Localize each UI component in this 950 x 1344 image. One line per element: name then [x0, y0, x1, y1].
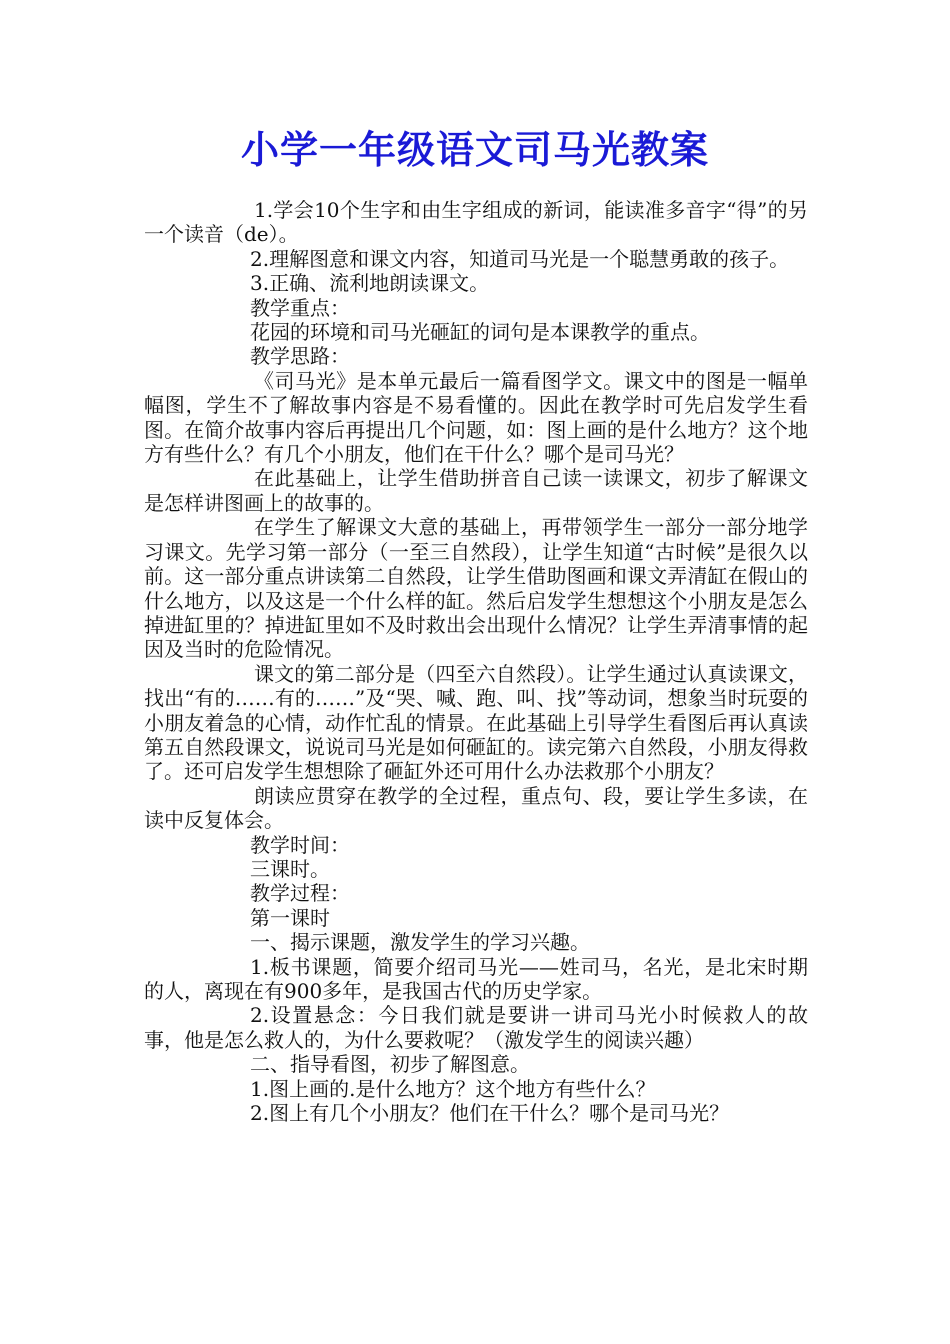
heading-section-1: 一、揭示课题，激发学生的学习兴趣。	[250, 930, 590, 955]
heading-teaching-time: 教学时间：	[250, 832, 350, 857]
document-title: 小学一年级语文司马光教案	[240, 127, 709, 172]
heading-section-2: 二、指导看图，初步了解图意。	[250, 1052, 530, 1077]
paragraph-section-2-item-1: 1.图上画的.是什么地方？这个地方有些什么？	[250, 1076, 656, 1101]
paragraph-section-2-item-2: 2.图上有几个小朋友？他们在干什么？哪个是司马光？	[250, 1101, 730, 1126]
heading-key-points: 教学重点：	[250, 295, 350, 320]
heading-first-lesson: 第一课时	[250, 905, 330, 930]
paragraph-objective-2: 2.理解图意和课文内容，知道司马光是一个聪慧勇敢的孩子。	[250, 246, 790, 271]
paragraph-teaching-time: 三课时。	[250, 856, 330, 881]
paragraph-objective-3: 3.正确、流利地朗读课文。	[250, 271, 490, 296]
paragraph-approach-2: 在此基础上，让学生借助拼音自己读一读课文，初步了解课文是怎样讲图画上的故事的。	[144, 466, 808, 515]
paragraph-key-points: 花园的环境和司马光砸缸的词句是本课教学的重点。	[250, 320, 710, 345]
heading-teaching-approach: 教学思路：	[250, 344, 350, 369]
heading-teaching-process: 教学过程：	[250, 881, 350, 906]
paragraph-section-1-item-1: 1.板书课题，简要介绍司马光——姓司马，名光，是北宋时期的人，离现在有900多年，是我国古代的历史学家。	[144, 954, 808, 1003]
paragraph-approach-4: 课文的第二部分是（四至六自然段）。让学生通过认真读课文，找出“有的……有的……”及“哭、喊、跑、叫、找”等动词，想象当时玩耍的小朋友着急的心情，动作忙乱的情景。在此基础上引导学生看图后再认真读第五自然段课文，说说司马光是如何砸缸的。读完第六自然段，小朋友得救了。还可启发学生想想除了砸缸外还可用什么办法救那个小朋友？	[144, 661, 808, 784]
paragraph-approach-3: 在学生了解课文大意的基础上，再带领学生一部分一部分地学习课文。先学习第一部分（一至三自然段），让学生知道“古时候”是很久以前。这一部分重点讲读第二自然段，让学生借助图画和课文弄清缸在假山的什么地方，以及这是一个什么样的缸。然后启发学生想想这个小朋友是怎么掉进缸里的？掉进缸里如不及时救出会出现什么情况？让学生弄清事情的起因及当时的危险情况。	[144, 515, 808, 662]
paragraph-objective-1: 1.学会10个生字和由生字组成的新词，能读准多音字“得”的另一个读音（de）。	[144, 198, 808, 247]
paragraph-approach-1: 《司马光》是本单元最后一篇看图学文。课文中的图是一幅单幅图，学生不了解故事内容是不易看懂的。因此在教学时可先启发学生看图。在简介故事内容后再提出几个问题，如：图上画的是什么地方？这个地方有些什么？有几个小朋友，他们在干什么？哪个是司马光？	[144, 368, 808, 467]
paragraph-section-1-item-2: 2.设置悬念：今日我们就是要讲一讲司马光小时候救人的故事，他是怎么救人的，为什么要救呢？（激发学生的阅读兴趣）	[144, 1003, 808, 1052]
document-body	[144, 198, 808, 1125]
paragraph-approach-5: 朗读应贯穿在教学的全过程，重点句、段，要让学生多读，在读中反复体会。	[144, 783, 808, 833]
